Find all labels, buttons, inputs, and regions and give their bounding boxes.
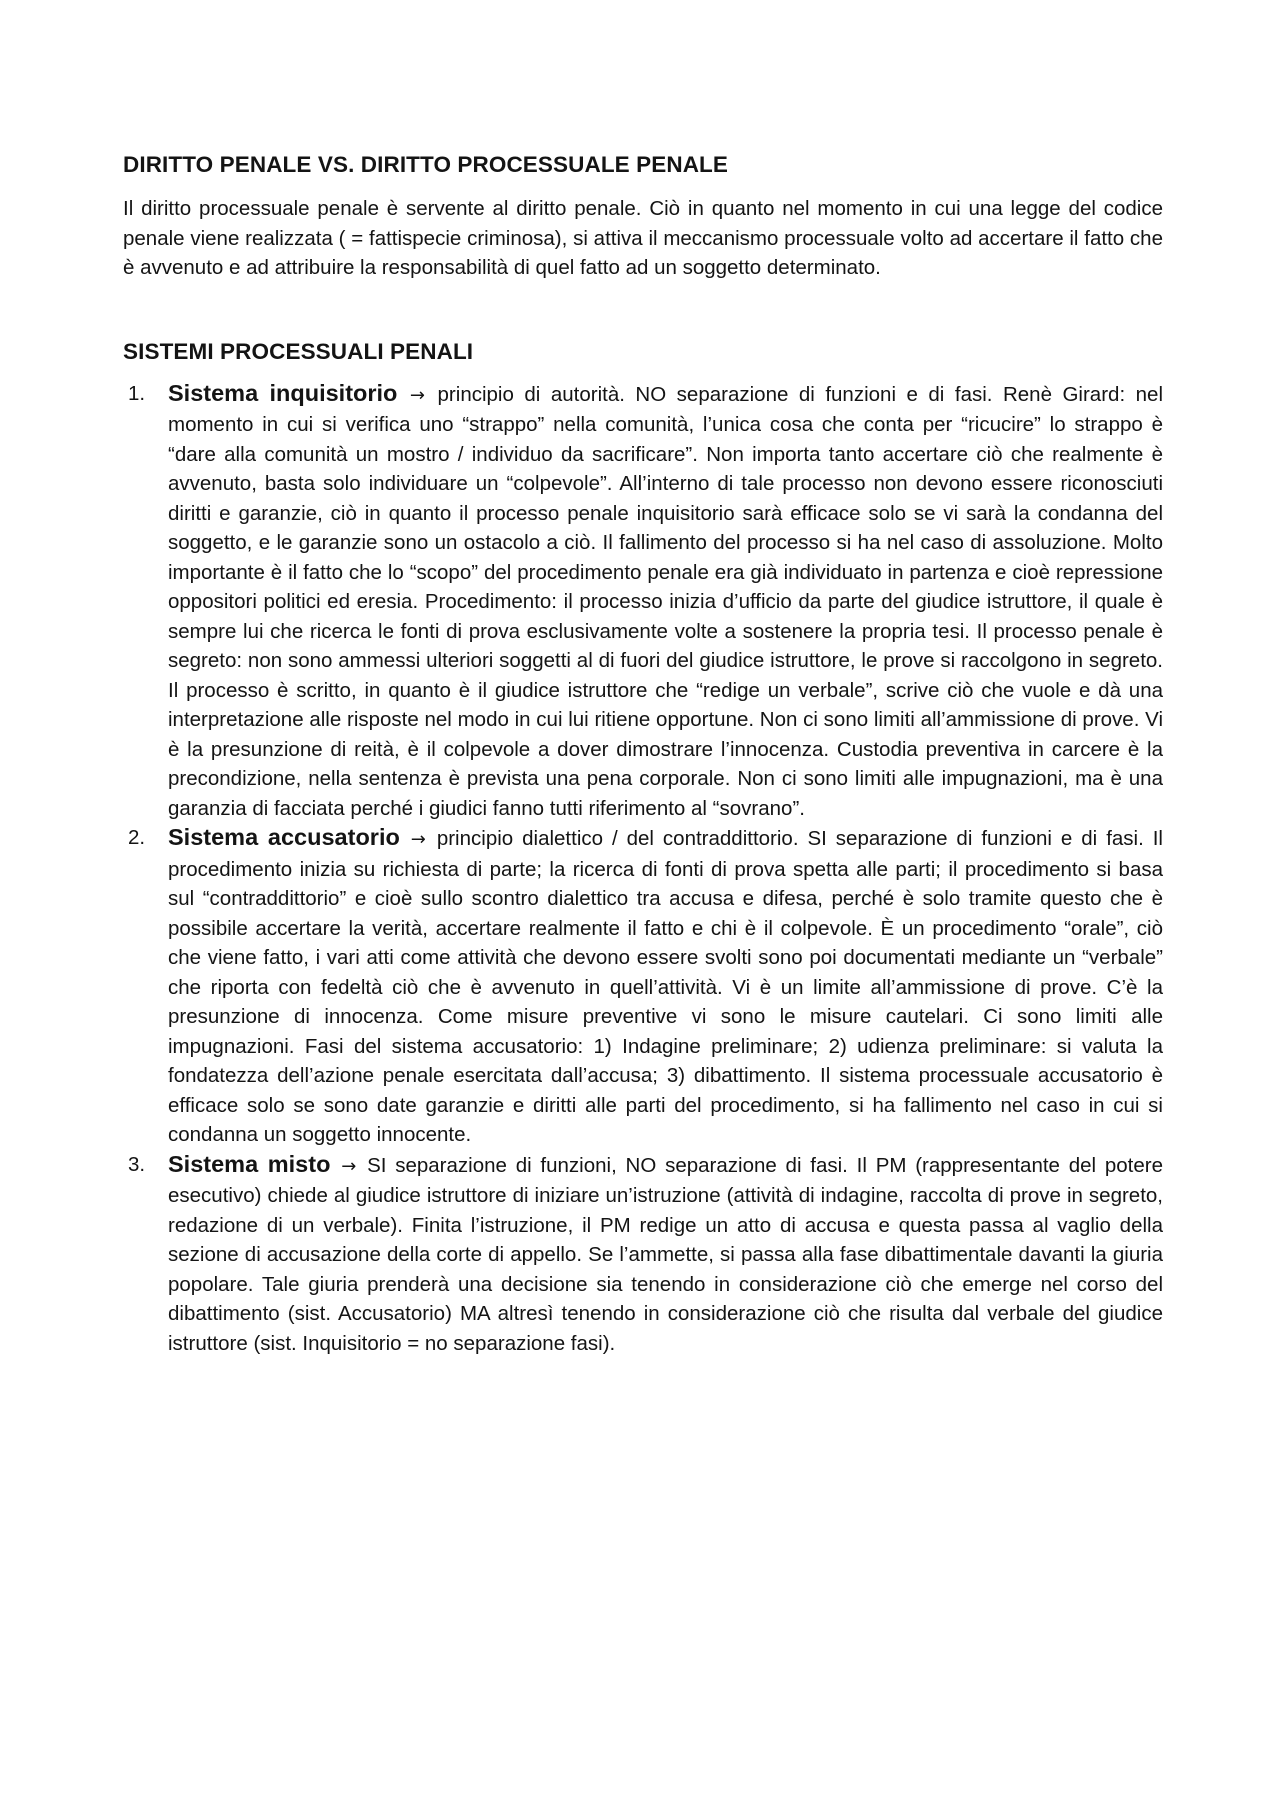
system-description: SI separazione di funzioni, NO separazione di fasi. Il PM (rappresentante del potere esecutivo) chiede al giudice istruttore di iniziare un’istruzione (attività di indagine, raccolta di prove in segreto, redazione di un verbale). Finita l’istruzione, il PM redige un atto di accusa e questa passa al vaglio della sezione di accusazione della corte di appello. Se l’ammette, si passa alla fase dibattimentale davanti la giuria popolare. Tale giuria prenderà una decisione sia tenendo in considerazione ciò che emerge nel corso del dibattimento (sist. Accusatorio) MA altresì tenendo in considerazione ciò che risulta dal verbale del giudice istruttore (sist. Inquisitorio = no separazione fasi). <box>168 1153 1163 1355</box>
system-name: Sistema misto <box>168 1150 331 1177</box>
list-number: 3. <box>128 1152 146 1176</box>
arrow-right-icon: → <box>410 829 426 850</box>
list-item-sistema-misto <box>123 1150 1163 1359</box>
list-item-sistema-inquisitorio <box>123 379 1163 824</box>
arrow-right-icon: → <box>409 384 426 406</box>
intro-paragraph: Il diritto processuale penale è servente al diritto penale. Ciò in quanto nel momento in cui una legge del codice penale viene realizzata ( = fattispecie criminosa), si attiva il meccanismo processuale volto ad accertare il fatto che è avvenuto e ad attribuire la responsabilità di quel fatto ad un soggetto determinato. <box>123 197 1163 279</box>
system-description: principio dialettico / del contraddittorio. SI separazione di funzioni e di fasi. Il procedimento inizia su richiesta di parte; la ricerca di fonti di prova spetta alle parti; il procedimento si basa sul “contraddittorio” e cioè sullo scontro dialettico tra accusa e difesa, perché è solo tramite questo che è possibile accertare la verità, accertare realmente il fatto e chi è il colpevole. È un procedimento “orale”, ciò che viene fatto, i vari atti come attività che devono essere svolti sono poi documentati mediante un “verbale” che riporta con fedeltà ciò che è avvenuto in quell’attività. Vi è un limite all’ammissione di prove. C’è la presunzione di innocenza. Come misure preventive vi sono le misure cautelari. Ci sono limiti alle impugnazioni. Fasi del sistema accusatorio: 1) Indagine preliminare; 2) udienza preliminare: si valuta la fondatezza dell’azione penale esercitata dall’accusa; 3) dibattimento. Il sistema processuale accusatorio è efficace solo se sono date garanzie e diritti alle parti del procedimento, si ha fallimento nel caso in cui si condanna un soggetto innocente. <box>168 827 1163 1146</box>
arrow-right-icon: → <box>341 1155 357 1177</box>
list-item-sistema-accusatorio <box>123 823 1163 1150</box>
heading-diritto-penale: DIRITTO PENALE VS. DIRITTO PROCESSUALE PENALE <box>123 152 728 177</box>
heading-sistemi-processuali: SISTEMI PROCESSUALI PENALI <box>123 338 474 364</box>
list-number: 2. <box>128 826 146 849</box>
systems-list <box>123 379 1163 1359</box>
list-number: 1. <box>128 381 146 405</box>
system-name: Sistema inquisitorio <box>168 379 398 406</box>
document-page <box>123 150 1163 1358</box>
system-name: Sistema accusatorio <box>168 824 400 850</box>
system-description: principio di autorità. NO separazione di funzioni e di fasi. Renè Girard: nel momento in cui si verifica uno “strappo” nella comunità, l’unica cosa che conta per “ricucire” lo strappo è “dare alla comunità un mostro / individuo da sacrificare”. Non importa tanto accertare ciò che realmente è avvenuto, basta solo individuare un “colpevole”. All’interno di tale processo non devono essere riconosciuti diritti e garanzie, ciò in quanto il processo penale inquisitorio sarà efficace solo se vi sarà la condanna del soggetto, e le garanzie sono un ostacolo a ciò. Il fallimento del processo si ha nel caso di assoluzione. Molto importante è il fatto che lo “scopo” del procedimento penale era già individuato in partenza e cioè repressione oppositori politici ed eresia. Procedimento: il processo inizia d’ufficio da parte del giudice istruttore, il quale è sempre lui che ricerca le fonti di prova esclusivamente volte a sostenere la propria tesi. Il processo penale è segreto: non sono ammessi ulteriori soggetti al di fuori del giudice istruttore, le prove si raccolgono in segreto. Il processo è scritto, in quanto è il giudice istruttore che “redige un verbale”, scrive ciò che vuole e dà una interpretazione alle risposte nel modo in cui lui ritiene opportune. Non ci sono limiti all’ammissione di prove. Vi è la presunzione di reità, è il colpevole a dover dimostrare l’innocenza. Custodia preventiva in carcere è la precondizione, nella sentenza è prevista una pena corporale. Non ci sono limiti alle impugnazioni, ma è una garanzia di facciata perché i giudici fanno tutti riferimento al “sovrano”. <box>168 382 1163 820</box>
